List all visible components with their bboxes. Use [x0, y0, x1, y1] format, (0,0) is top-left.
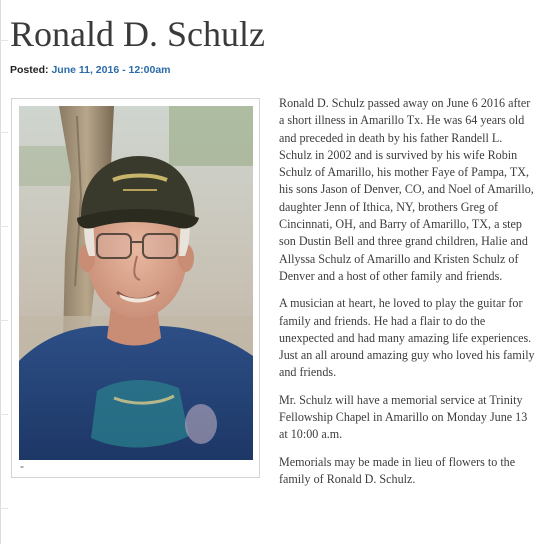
margin-tick	[0, 40, 8, 41]
left-border	[0, 0, 1, 544]
obituary-photo[interactable]	[19, 106, 253, 460]
obituary-paragraph: Mr. Schulz will have a memorial service at Trinity Fellowship Chapel in Amarillo on Monday June 13 at 10:00 a.m.	[279, 392, 528, 442]
posted-line	[10, 63, 171, 77]
margin-tick	[0, 226, 8, 227]
margin-tick	[0, 508, 8, 509]
obituary-paragraph: Memorials may be made in lieu of flowers to the family of Ronald D. Schulz.	[279, 454, 516, 486]
photo-caption: -	[20, 459, 24, 473]
margin-tick	[0, 132, 8, 133]
margin-tick	[0, 320, 8, 321]
posted-label: Posted:	[10, 64, 49, 76]
photo-frame	[11, 98, 260, 478]
portrait-image	[19, 106, 253, 460]
obituary-body	[279, 95, 537, 498]
margin-tick	[0, 414, 8, 415]
posted-date-link[interactable]: June 11, 2016 - 12:00am	[51, 64, 171, 76]
obituary-paragraph: A musician at heart, he loved to play the guitar for family and friends. He had a flair to do the unexpected and had many amazing life experiences. Just an all around amazing guy who loved his family and friends.	[279, 296, 535, 380]
page-title: Ronald D. Schulz	[10, 14, 265, 54]
obituary-paragraph: Ronald D. Schulz passed away on June 6 2016 after a short illness in Amarillo Tx. He was 64 years old and preceded in death by his father Randell L. Schulz in 2002 and is survived by his wife Robin Schulz of Amarillo, his mother Faye of Pampa, TX, his sons Jason of Denver, CO, and Noel of Amarillo, daughter Jenn of Ithica, NY, brothers Greg of Cincinnati, OH, and Barry of Amarillo, TX, a step son Dustin Bell and three grand children, Halie and Allyssa Schulz of Amarillo and Kristen Schulz of Denver and a host of other family and friends.	[279, 96, 534, 283]
